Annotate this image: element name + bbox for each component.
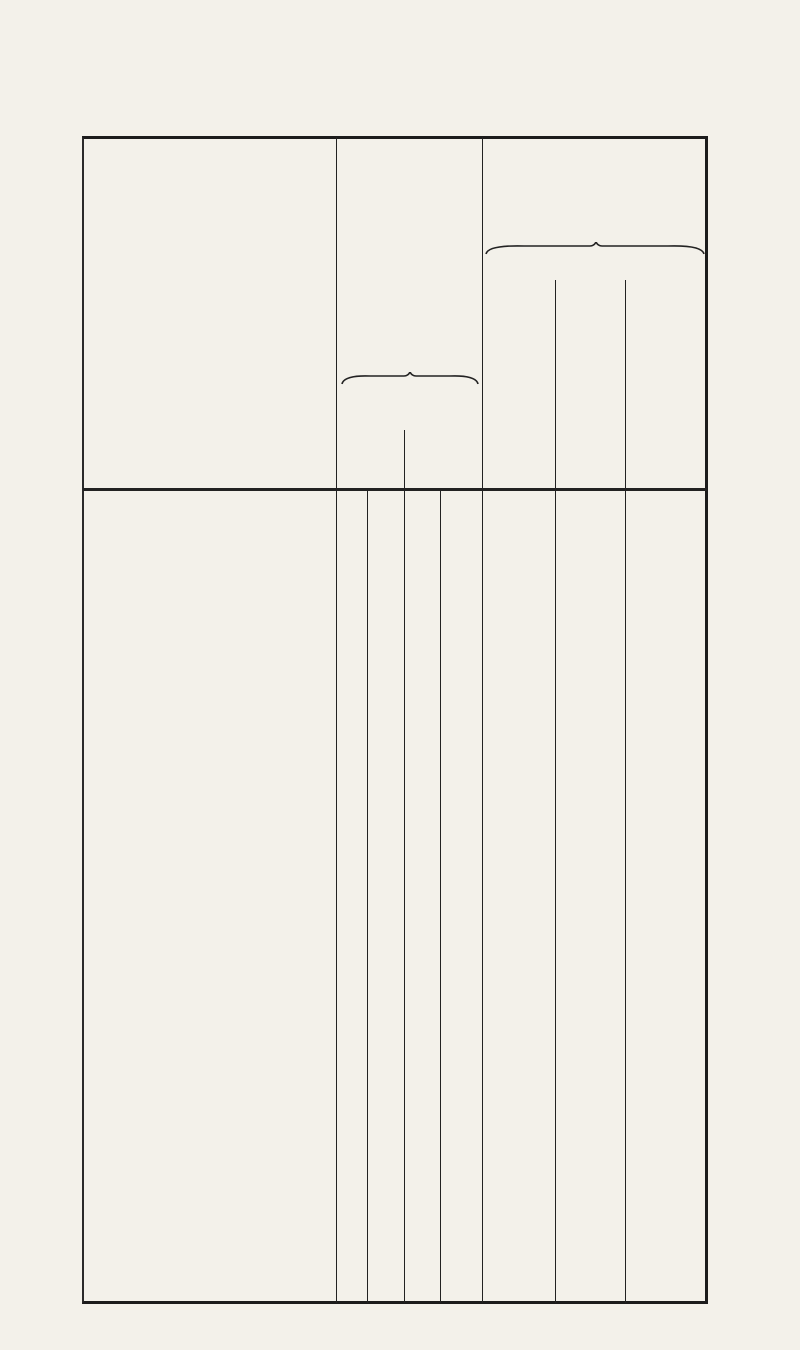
rule-sub2 [625,280,626,1303]
col-quantites-head [337,148,482,156]
page-header [0,90,800,120]
quantites-brace [340,372,480,386]
rule-num-b [440,490,441,1303]
header-bottom-rule [83,488,707,491]
rule-col2 [482,137,483,1303]
col-designation-head [483,148,707,156]
rule-poids [404,430,405,1303]
table-frame [82,136,708,1304]
rule-num-a [367,490,368,1303]
col-nomenclature-head [84,148,336,156]
rule-col1 [336,137,337,1303]
rule-sub1 [555,280,556,1303]
designation-brace [484,242,706,256]
